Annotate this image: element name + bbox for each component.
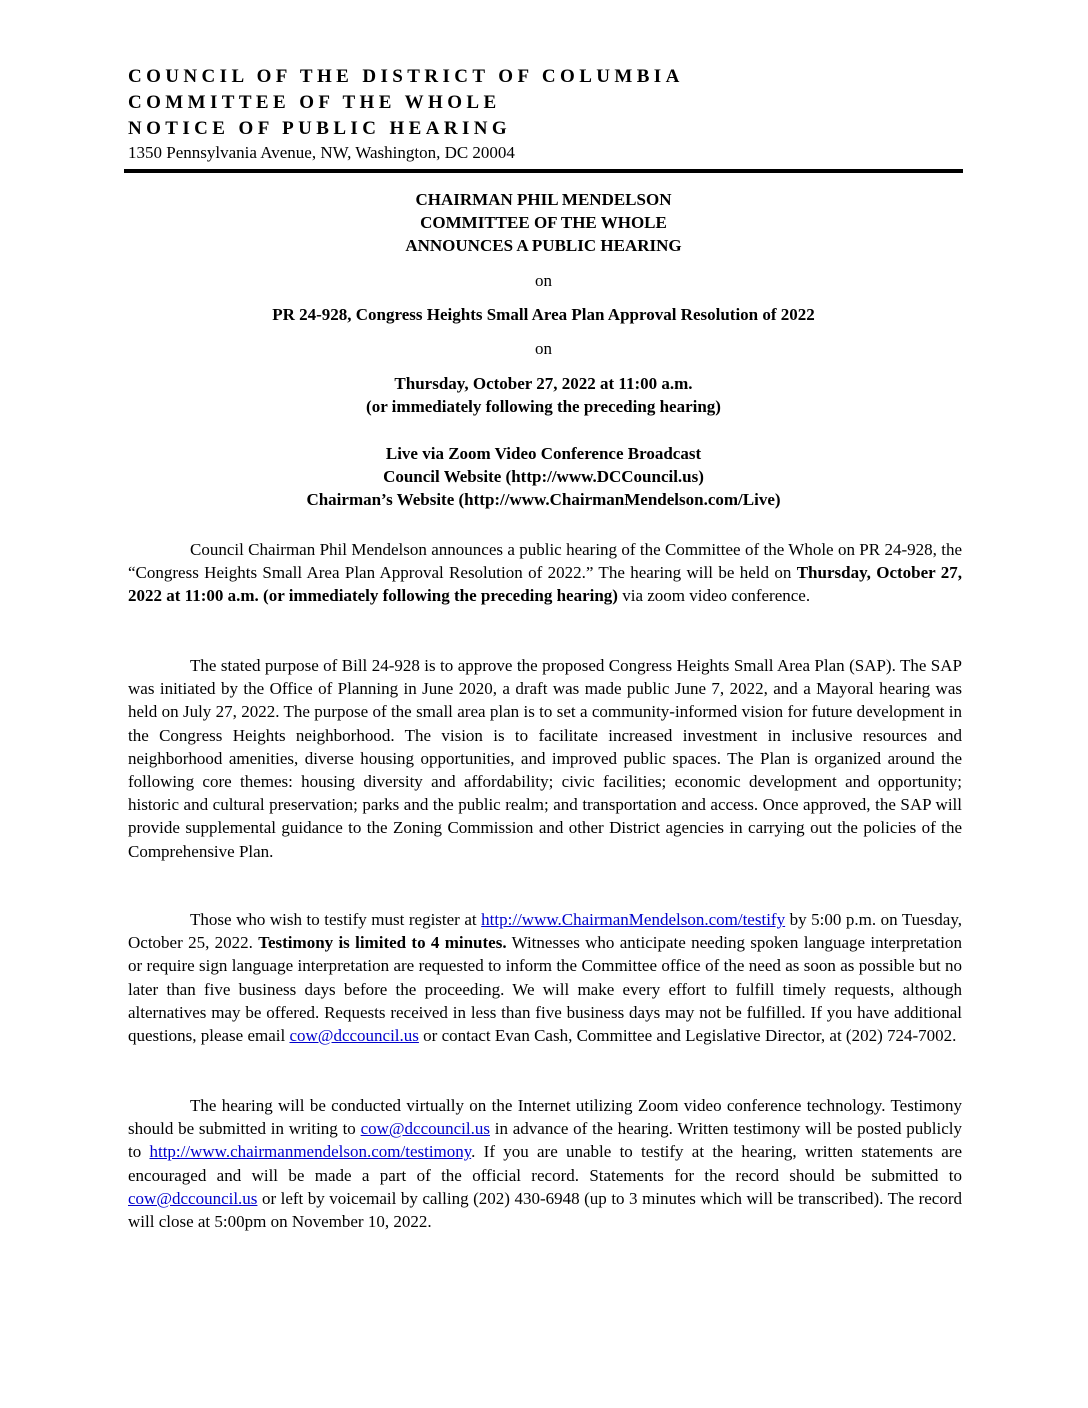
committee-line: COMMITTEE OF THE WHOLE — [420, 213, 667, 232]
hearing-date: Thursday, October 27, 2022 at 11:00 a.m. — [394, 374, 693, 393]
paragraph-virtual-hearing: The hearing will be conducted virtually on the Internet utilizing Zoom video conference technology. Testimony should be submitted in writing to cow@dccouncil.us in advance of the hearing. Written testimony will be posted publicly to http://www.chairmanmendelson.com/testimony. If you are unable to testify at the hearing, written statements are encouraged and will be made a part of the official record. Statements for the record should be submitted to cow@dccouncil.us or left by voicemail by calling (202) 430-6948 (up to 3 minutes which will be transcribed). The record will close at 5:00pm on November 10, 2022. — [128, 1096, 962, 1232]
paragraph-testify: Those who wish to testify must register at http://www.ChairmanMendelson.com/testify by 5:00 p.m. on Tuesday, October 25, 2022. Testimony is limited to 4 minutes. Witnesses who anticipate needing spoken language interpretation or require sign language interpretation are requested to inform the Committee office of the need as soon as possible but no later than five business days before the proceeding. We will make every effort to fulfill timely requests, although alternatives may be offered. Requests received in less than five business days may not be fulfilled. If you have additional questions, please email cow@dccouncil.us or contact Evan Cash, Committee and Legislative Director, at (202) 724-7002. — [128, 910, 962, 1046]
chairman-name: CHAIRMAN PHIL MENDELSON — [415, 190, 672, 209]
cow-email-link[interactable]: cow@dccouncil.us — [289, 1026, 419, 1046]
chairman-website: Chairman’s Website (http://www.ChairmanMendelson.com/Live) — [306, 490, 781, 509]
statements-email-link[interactable]: cow@dccouncil.us — [128, 1188, 258, 1208]
announces-line: ANNOUNCES A PUBLIC HEARING — [405, 236, 682, 255]
on-text-2: on — [535, 339, 552, 358]
letterhead — [128, 64, 968, 164]
hearing-time-emphasis: Thursday, October 27, 2022 at 11:00 a.m. (or immediately following the preceding hearing) — [128, 563, 962, 606]
testimony-posted-link[interactable]: http://www.chairmanmendelson.com/testimony — [149, 1142, 472, 1162]
hearing-date-note: (or immediately following the preceding hearing) — [366, 397, 721, 416]
testimony-limit: Testimony is limited to 4 minutes. — [258, 933, 507, 953]
hearing-subject: PR 24-928, Congress Heights Small Area Plan Approval Resolution of 2022 — [272, 305, 815, 324]
notice-title: NOTICE OF PUBLIC HEARING — [128, 118, 512, 139]
committee-name: COMMITTEE OF THE WHOLE — [128, 92, 501, 113]
council-name: COUNCIL OF THE DISTRICT OF COLUMBIA — [128, 66, 684, 87]
header-divider — [124, 169, 963, 173]
on-text-1: on — [535, 271, 552, 290]
council-address: 1350 Pennsylvania Avenue, NW, Washington, DC 20004 — [128, 143, 515, 162]
council-website: Council Website (http://www.DCCouncil.us) — [383, 467, 704, 486]
paragraph-announcement: Council Chairman Phil Mendelson announces a public hearing of the Committee of the Whole on PR 24-928, the “Congress Heights Small Area Plan Approval Resolution of 2022.” The hearing will be held on Thursday, October 27, 2022 at 11:00 a.m. (or immediately following the preceding hearing) via zoom video conference. — [128, 540, 962, 606]
testimony-email-link[interactable]: cow@dccouncil.us — [360, 1119, 490, 1139]
testify-register-link[interactable]: http://www.ChairmanMendelson.com/testify — [481, 910, 786, 929]
paragraph-purpose: The stated purpose of Bill 24-928 is to approve the proposed Congress Heights Small Area Plan (SAP). The SAP was initiated by the Office of Planning in June 2020, a draft was made public June 7, 2022, and a Mayoral hearing was held on July 27, 2022. The purpose of the small area plan is to set a community-informed vision for future development in the Congress Heights neighborhood. The vision is to facilitate increased investment in inclusive resources and neighborhood amenities, diverse housing opportunities, and improved public spaces. The Plan is organized around the following core themes: housing diversity and affordability; civic facilities; economic development and opportunity; historic and cultural preservation; parks and the public realm; and transportation and access. Once approved, the SAP will provide supplemental guidance to the Zoning Commission and other District agencies in carrying out the policies of the Comprehensive Plan. — [128, 656, 962, 861]
broadcast-line: Live via Zoom Video Conference Broadcast — [385, 444, 702, 463]
